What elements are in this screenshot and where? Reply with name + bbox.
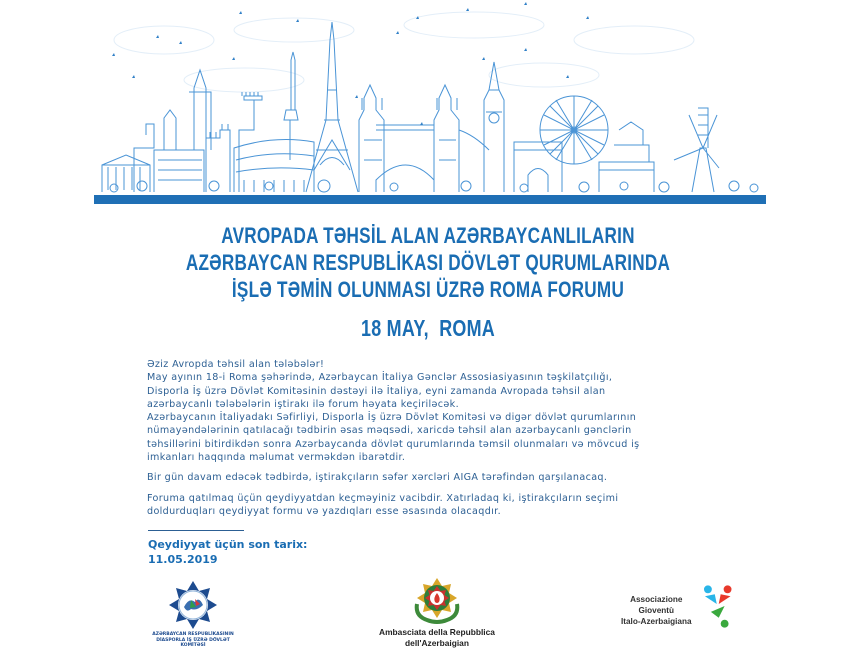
- registration-paragraph-line: Foruma qatılmaq üçün qeydiyyatdan keçməyiniz vacibdir. Xatırladaq ki, iştirakçıların seçimi: [147, 492, 619, 504]
- embassy-logo: [372, 575, 502, 649]
- paragraph-line: nümayəndələrinin qatılacağı tədbirin əsas məqsədi, xaricdə təhsil alan azərbaycanlı gənclərin: [147, 425, 632, 437]
- registration-paragraph-line: doldurduqları qeydiyyat formu və yazdıqları esse əsasında olacaqdır.: [147, 505, 501, 517]
- azerbaijan-coat-of-arms-icon: [412, 575, 462, 625]
- aiga-people-icon: [703, 584, 732, 630]
- aiga-caption-line-2: Italo-Azerbaigiana: [620, 616, 692, 626]
- headline-line-3: İŞLƏ TƏMİN OLUNMASI ÜZRƏ ROMA FORUMU: [231, 277, 625, 302]
- deadline-label: Qeydiyyat üçün son tarix:: [148, 538, 308, 551]
- diaspora-committee-logo: [150, 580, 236, 649]
- paragraph-line: azərbaycanlı tələbələrin iştirakı ilə forum həyata keçiriləcək.: [147, 398, 459, 410]
- european-landmarks-icon: [94, 0, 766, 206]
- headline-line-2: AZƏRBAYCAN RESPUBLİKASI DÖVLƏT QURUMLARINDA: [185, 250, 671, 275]
- paragraph-line: imkanları haqqında məlumat verməkdən ibarətdir.: [147, 452, 406, 464]
- paragraph-line: təhsillərini bitirdikdən sonra Azərbaycanda dövlət qurumlarında təmsil olunmaları və mövcud iş: [147, 438, 640, 450]
- skyline-illustration: [94, 0, 766, 206]
- event-date-location: 18 MAY, ROMA: [361, 315, 495, 341]
- diaspora-emblem-icon: [162, 580, 224, 630]
- deadline-date: 11.05.2019: [148, 553, 218, 566]
- registration-deadline: [148, 537, 307, 567]
- embassy-caption-line-1: Ambasciata della Repubblica: [379, 627, 495, 637]
- paragraph-line: Disporla İş üzrə Dövlət Komitəsinin dəstəyi ilə İtaliya, eyni zamanda Avropada təhsil alan: [147, 385, 606, 397]
- paragraph-line: Azərbaycanın İtaliyadakı Səfirliyi, Disporla İş üzrə Dövlət Komitəsi və digər dövlət qurumlarının: [147, 412, 637, 424]
- section-divider: [148, 530, 244, 531]
- aiga-caption-line-1: Associazione Gioventù: [630, 594, 683, 615]
- travel-expenses-paragraph: Bir gün davam edəcək tədbirdə, iştirakçıların səfər xərcləri AIGA tərəfindən qarşılanacaq.: [147, 472, 608, 484]
- event-headline: [94, 222, 762, 342]
- embassy-caption-line-2: dell'Azerbaigian: [405, 638, 469, 648]
- headline-line-1: AVROPADA TƏHSİL ALAN AZƏRBAYCANLILARIN: [221, 223, 635, 248]
- diaspora-caption-line-1: AZƏRBAYCAN RESPUBLİKASININ: [152, 632, 234, 637]
- announcement-body: [147, 358, 727, 518]
- aiga-logo: [612, 590, 732, 630]
- paragraph-line: May ayının 18-i Roma şəhərində, Azərbaycan İtaliya Gənclər Assosiasiyasının təşkilatçılığı,: [147, 372, 613, 384]
- diaspora-caption-line-2: DİASPORLA İŞ ÜZRƏ DÖVLƏT KOMİTƏSİ: [156, 637, 230, 648]
- greeting: Əziz Avropda təhsil alan tələbələr!: [147, 359, 325, 370]
